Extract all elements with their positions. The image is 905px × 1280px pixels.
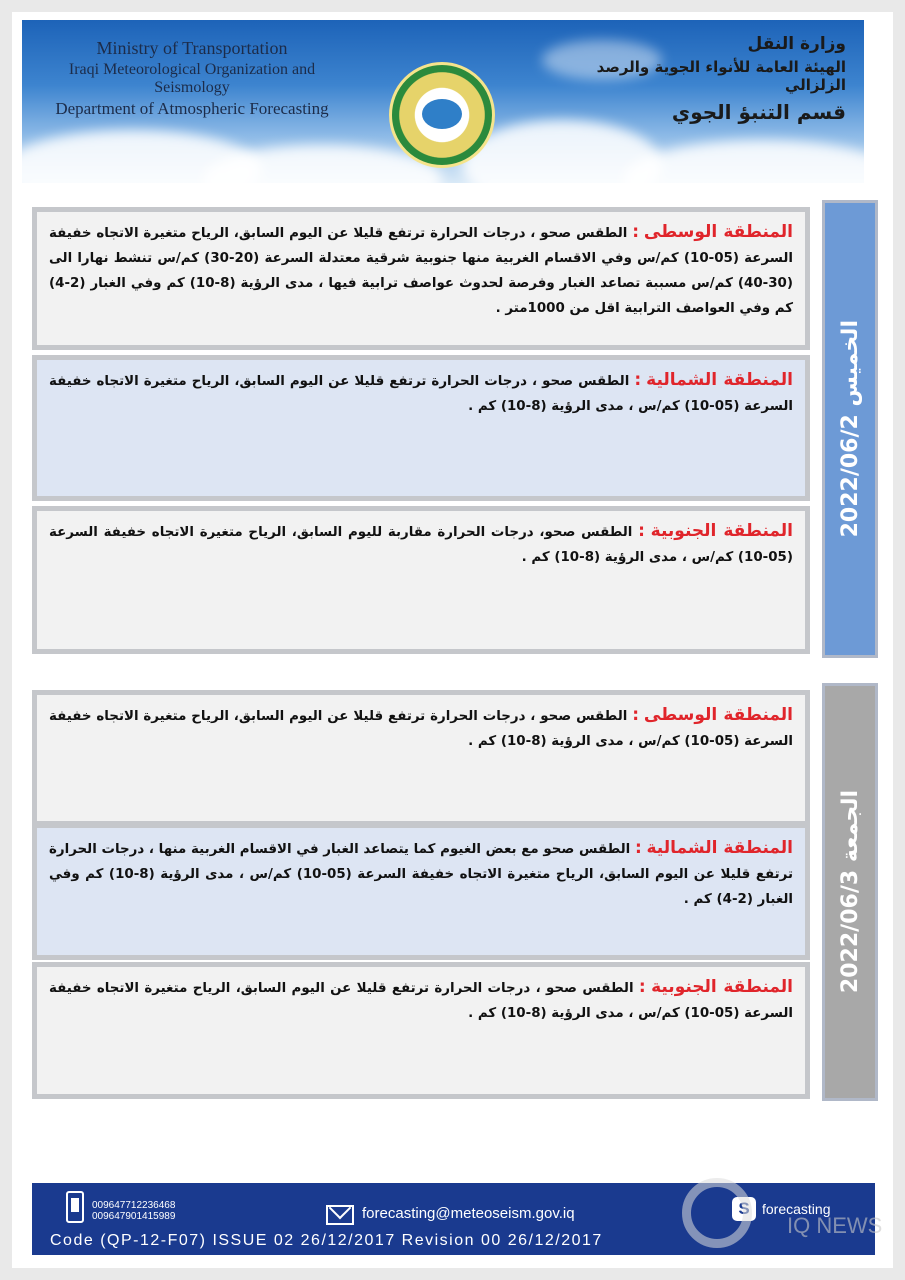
region-name: المنطقة الوسطى bbox=[643, 705, 793, 725]
region-name: المنطقة الوسطى bbox=[643, 222, 793, 242]
region-forecast-text: الطقس صحو ، درجات الحرارة ترتفع قليلا عن اليوم السابق، الرياح متغيرة الاتجاه خفيفة السرعة (05-10) كم/س ، مدى الرؤية (8-10) كم . bbox=[49, 374, 793, 414]
skype-icon: S bbox=[732, 1197, 756, 1221]
date-bar bbox=[822, 683, 878, 1101]
region-forecast-text: الطقس صحو ، درجات الحرارة ترتفع قليلا عن اليوم السابق، الرياح متغيرة الاتجاه خفيفة السرعة (05-10) كم/س ، مدى الرؤية (8-10) كم . bbox=[49, 709, 793, 749]
region-central: المنطقة الوسطى : الطقس صحو ، درجات الحرارة ترتفع قليلا عن اليوم السابق، الرياح متغيرة الاتجاه خفيفة السرعة (05-10) كم/س ، مدى الرؤية (8-10) كم . bbox=[32, 690, 810, 826]
skype-handle: forecasting bbox=[762, 1201, 831, 1217]
department-name-en: Department of Atmospheric Forecasting bbox=[55, 99, 329, 118]
watermark-text: IQ NEWS bbox=[787, 1213, 883, 1238]
region-north: المنطقة الشمالية : الطقس صحو مع بعض الغيوم كما يتصاعد الغبار في الاقسام الغربية منها ، درجات الحرارة ترتفع قليلا عن اليوم السابق، الرياح متغيرة الاتجاه خفيفة السرعة (05-10) كم/س ، مدى الرؤية (8-10) كم وفي الغبار (2-4) كم . bbox=[32, 823, 810, 960]
region-forecast-text: الطقس صحو، درجات الحرارة مقاربة لليوم السابق، الرياح متغيرة الاتجاه خفيفة السرعة (05-10) كم/س ، مدى الرؤية (8-10) كم . bbox=[49, 525, 793, 565]
department-name-ar: قسم التنبؤ الجوي bbox=[671, 100, 846, 124]
region-name: المنطقة الشمالية bbox=[646, 838, 794, 858]
region-south: المنطقة الجنوبية : الطقس صحو ، درجات الحرارة ترتفع قليلا عن اليوم السابق، الرياح متغيرة الاتجاه خفيفة السرعة (05-10) كم/س ، مدى الرؤية (8-10) كم . bbox=[32, 962, 810, 1099]
header-banner bbox=[22, 20, 864, 183]
date-label: الخميس 2022/06/2 bbox=[837, 320, 863, 538]
forecast-day-1 bbox=[20, 200, 878, 658]
phone-number-1: 009647712236468 bbox=[92, 1200, 176, 1211]
logo-cloud-icon bbox=[422, 99, 462, 129]
region-south: المنطقة الجنوبية : الطقس صحو، درجات الحرارة مقاربة لليوم السابق، الرياح متغيرة الاتجاه خفيفة السرعة (05-10) كم/س ، مدى الرؤية (8-10) كم . bbox=[32, 506, 810, 654]
phone-number-2: 009647901415989 bbox=[92, 1211, 176, 1222]
watermark-logo bbox=[682, 1178, 752, 1248]
region-north: المنطقة الشمالية : الطقس صحو ، درجات الحرارة ترتفع قليلا عن اليوم السابق، الرياح متغيرة الاتجاه خفيفة السرعة (05-10) كم/س ، مدى الرؤية (8-10) كم . bbox=[32, 355, 810, 501]
document-code: Code (QP-12-F07) ISSUE 02 26/12/2017 Revision 00 26/12/2017 bbox=[50, 1232, 603, 1249]
envelope-icon bbox=[326, 1205, 354, 1225]
ministry-name-ar: وزارة النقل bbox=[747, 34, 846, 54]
header-english bbox=[42, 38, 342, 119]
mobile-phone-icon bbox=[66, 1191, 84, 1223]
region-central: المنطقة الوسطى : الطقس صحو ، درجات الحرارة ترتفع قليلا عن اليوم السابق، الرياح متغيرة الاتجاه خفيفة السرعة (05-10) كم/س وفي الاقسام الغربية منها جنوبية شرقية معتدلة السرعة (20-30) كم/س تنشط نهارا الى (30-40) كم/س مسببة تصاعد الغبار وفرصة لحدوث عواصف ترابية فيها ، مدى الرؤية (8-10) كم وفي الغبار (2-4) كم وفي العواصف الترابية اقل من 1000متر . bbox=[32, 207, 810, 350]
region-name: المنطقة الجنوبية bbox=[650, 521, 793, 541]
region-forecast-text: الطقس صحو مع بعض الغيوم كما يتصاعد الغبار في الاقسام الغربية منها ، درجات الحرارة ترتفع قليلا عن اليوم السابق، الرياح متغيرة الاتجاه خفيفة السرعة (05-10) كم/س ، مدى الرؤية (8-10) كم وفي الغبار (2-4) كم . bbox=[49, 842, 793, 907]
organization-name-en: Iraqi Meteorological Organization and Seismology bbox=[68, 61, 316, 96]
organization-logo bbox=[389, 62, 495, 168]
date-label: الجمعة 2022/06/3 bbox=[837, 790, 863, 994]
region-name: المنطقة الشمالية bbox=[646, 370, 793, 390]
date-bar bbox=[822, 200, 878, 658]
region-forecast-text: الطقس صحو ، درجات الحرارة ترتفع قليلا عن اليوم السابق، الرياح متغيرة الاتجاه خفيفة السرعة (05-10) كم/س ، مدى الرؤية (8-10) كم . bbox=[49, 981, 793, 1021]
forecast-day-2 bbox=[20, 683, 878, 1101]
ministry-name-en: Ministry of Transportation bbox=[96, 38, 288, 58]
email-address: forecasting@meteoseism.gov.iq bbox=[362, 1205, 575, 1222]
region-forecast-text: الطقس صحو ، درجات الحرارة ترتفع قليلا عن اليوم السابق، الرياح متغيرة الاتجاه خفيفة السرعة (05-10) كم/س وفي الاقسام الغربية منها جنوبية شرقية معتدلة السرعة (20-30) كم/س تنشط نهارا الى (30-40) كم/س مسببة تصاعد الغبار وفرصة لحدوث عواصف ترابية فيها ، مدى الرؤية (8-10) كم وفي الغبار (2-4) كم وفي العواصف الترابية اقل من 1000متر . bbox=[49, 226, 794, 316]
header-arabic bbox=[546, 34, 846, 124]
phone-numbers bbox=[92, 1200, 175, 1222]
organization-name-ar: الهيئة العامة للأنواء الجوية والرصد الزلزالي bbox=[596, 58, 846, 94]
region-name: المنطقة الجنوبية bbox=[651, 977, 794, 997]
